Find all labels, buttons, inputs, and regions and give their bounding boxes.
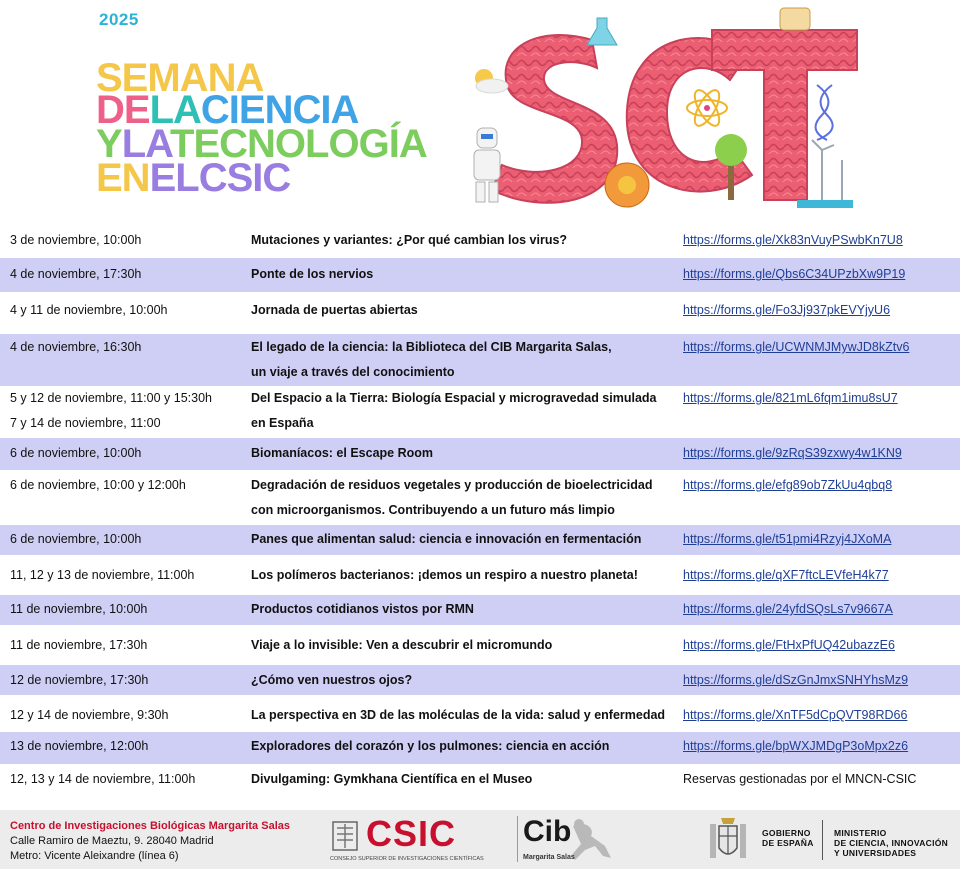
registration-link[interactable]: https://forms.gle/821mL6fqm1imu8sU7 (683, 391, 898, 405)
events-table (0, 222, 960, 798)
event-title: El legado de la ciencia: la Biblioteca del CIB Margarita Salas, (251, 340, 612, 354)
event-date: 5 y 12 de noviembre, 11:00 y 15:30h (10, 391, 212, 405)
event-title: Divulgaming: Gymkhana Científica en el Museo (251, 772, 533, 786)
gobierno-line-2: DE ESPAÑA (762, 838, 814, 848)
event-title: Viaje a lo invisible: Ven a descubrir el micromundo (251, 638, 553, 652)
event-date: 3 de noviembre, 10:00h (10, 233, 142, 247)
event-title: Degradación de residuos vegetales y producción de bioelectricidad (251, 478, 653, 492)
event-date: 12 y 14 de noviembre, 9:30h (10, 708, 169, 722)
event-title: Biomaníacos: el Escape Room (251, 446, 434, 460)
cib-margarita-salas-logo (517, 816, 617, 866)
reservation-note: Reservas gestionadas por el MNCN-CSIC (683, 772, 917, 786)
event-date: 13 de noviembre, 12:00h (10, 739, 149, 753)
event-title: Mutaciones y variantes: ¿Por qué cambian los virus? (251, 233, 568, 247)
banner-title-line-2: DELACIENCIA (96, 88, 359, 132)
header-banner (0, 0, 960, 222)
table-row (0, 595, 960, 625)
registration-link[interactable]: https://forms.gle/Xk83nVuyPSwbKn7U8 (683, 233, 903, 247)
table-row (0, 525, 960, 555)
event-title: ¿Cómo ven nuestros ojos? (251, 673, 413, 687)
table-row (0, 470, 960, 525)
banner-title-line-1: SEMANA (96, 56, 264, 100)
event-title: Productos cotidianos vistos por RMN (251, 602, 474, 616)
event-date: 4 de noviembre, 17:30h (10, 267, 142, 281)
table-row (0, 386, 960, 438)
registration-link[interactable]: https://forms.gle/t51pmi4Rzyj4JXoMA (683, 532, 892, 546)
table-row (0, 438, 960, 470)
event-date: 11, 12 y 13 de noviembre, 11:00h (10, 568, 195, 582)
cib-logo-text: Cib (523, 815, 572, 848)
gobierno-line-1: GOBIERNO (762, 828, 811, 838)
event-title-line-2: con microorganismos. Contribuyendo a un futuro más limpio (251, 503, 615, 517)
event-date: 6 de noviembre, 10:00 y 12:00h (10, 478, 186, 492)
csic-emblem-icon (330, 818, 360, 854)
table-row (0, 665, 960, 695)
event-date: 12, 13 y 14 de noviembre, 11:00h (10, 772, 196, 786)
table-row (0, 258, 960, 292)
event-title: Exploradores del corazón y los pulmones: ciencia en acción (251, 739, 610, 753)
registration-link[interactable]: https://forms.gle/efg89ob7ZkUu4qbq8 (683, 478, 893, 492)
organization-info (10, 819, 290, 864)
registration-link[interactable]: https://forms.gle/FtHxPfUQ42ubazzE6 (683, 638, 895, 652)
table-row (0, 695, 960, 732)
organization-metro: Metro: Vicente Aleixandre (línea 6) (10, 850, 179, 862)
event-date: 6 de noviembre, 10:00h (10, 446, 142, 460)
event-date: 11 de noviembre, 10:00h (10, 602, 148, 616)
registration-link[interactable]: https://forms.gle/Fo3Jj937pkEVYjyU6 (683, 303, 891, 317)
spain-coat-of-arms-icon (704, 814, 752, 864)
registration-link[interactable]: https://forms.gle/XnTF5dCpQVT98RD66 (683, 708, 908, 722)
flask-icon (587, 18, 617, 45)
event-date-line-2: 7 y 14 de noviembre, 11:00 (10, 416, 161, 430)
csic-logo (330, 813, 500, 866)
ministry-line-2: DE CIENCIA, INNOVACIÓN (834, 838, 949, 848)
registration-link[interactable]: https://forms.gle/bpWXJMDgP3oMpx2z6 (683, 739, 909, 753)
table-row (0, 292, 960, 334)
banner-title-line-4: ENELCSIC (96, 156, 291, 200)
table-row (0, 334, 960, 386)
table-row (0, 732, 960, 764)
footer (0, 810, 960, 869)
registration-link[interactable]: https://forms.gle/dSzGnJmxSNHYhsMz9 (683, 673, 909, 687)
brain-letter-s (492, 35, 617, 203)
dna-icon (816, 85, 833, 140)
event-title: Jornada de puertas abiertas (251, 303, 418, 317)
csic-logo-text: CSIC (366, 813, 457, 854)
ministry-line-3: Y UNIVERSIDADES (834, 848, 917, 858)
table-row (0, 555, 960, 595)
robot-icon (474, 128, 500, 202)
organization-address: Calle Ramiro de Maeztu, 9. 28040 Madrid (10, 835, 214, 847)
event-date: 12 de noviembre, 17:30h (10, 673, 149, 687)
event-title: Del Espacio a la Tierra: Biología Espacial y microgravedad simulada (251, 391, 657, 405)
event-title: Ponte de los nervios (251, 267, 374, 281)
event-title: Los polímeros bacterianos: ¡demos un respiro a nuestro planeta! (251, 568, 638, 582)
event-date: 11 de noviembre, 17:30h (10, 638, 148, 652)
event-title: La perspectiva en 3D de las moléculas de la vida: salud y enfermedad (251, 708, 666, 722)
event-title-line-2: un viaje a través del conocimiento (251, 365, 455, 379)
scroll-icon (780, 8, 810, 30)
table-row (0, 625, 960, 665)
csic-subtitle: CONSEJO SUPERIOR DE INVESTIGACIONES CIENTÍFICAS (330, 856, 484, 862)
government-ministry-logo (704, 814, 954, 866)
event-date: 4 y 11 de noviembre, 10:00h (10, 303, 168, 317)
event-date: 4 de noviembre, 16:30h (10, 340, 142, 354)
cib-subtitle: Margarita Salas (523, 854, 575, 861)
registration-link[interactable]: https://forms.gle/9zRqS39zxwy4w1KN9 (683, 446, 902, 460)
registration-link[interactable]: https://forms.gle/Qbs6C34UPzbXw9P19 (683, 267, 906, 281)
ministry-line-1: MINISTERIO (834, 828, 887, 838)
brain-letters-illustration (462, 0, 882, 222)
event-title: Panes que alimentan salud: ciencia e innovación en fermentación (251, 532, 642, 546)
registration-link[interactable]: https://forms.gle/24yfdSQsLs7v9667A (683, 602, 893, 616)
table-row (0, 222, 960, 258)
atom-icon (687, 87, 727, 130)
event-date: 6 de noviembre, 10:00h (10, 532, 142, 546)
event-title-line-2: en España (251, 416, 314, 430)
earth-globe-icon (605, 163, 649, 207)
event-year: 2025 (99, 10, 139, 29)
registration-link[interactable]: https://forms.gle/qXF7ftcLEVfeH4k77 (683, 568, 889, 582)
banner-title-line-3: YLATECNOLOGÍA (96, 122, 427, 166)
organization-name: Centro de Investigaciones Biológicas Margarita Salas (10, 820, 290, 832)
registration-link[interactable]: https://forms.gle/UCWNMJMywJD8kZtv6 (683, 340, 910, 354)
table-row (0, 764, 960, 798)
